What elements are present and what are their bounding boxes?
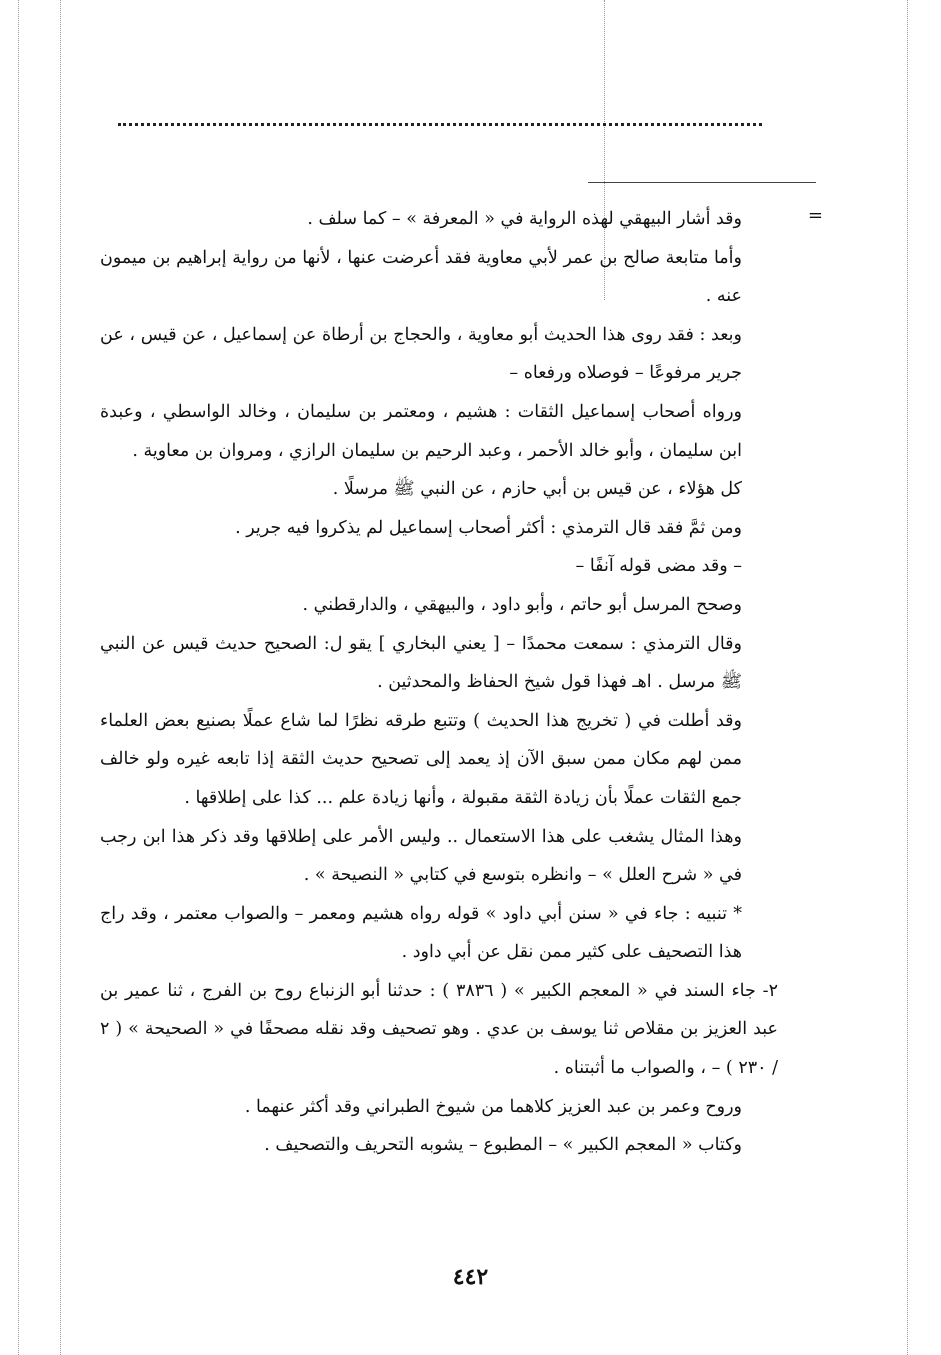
- paragraph: وأما متابعة صالح بن عمر لأبي معاوية فقد أعرضت عنها ، لأنها من رواية إبراهيم بن ميمون عنه .: [100, 247, 742, 307]
- paragraph: – وقد مضى قوله آنفًا –: [575, 556, 742, 577]
- footnote-body: [100, 200, 778, 1165]
- paragraph: كل هؤلاء ، عن قيس بن أبي حازم ، عن النبي ﷺ مرسلًا .: [332, 479, 742, 500]
- paragraph: وقال الترمذي : سمعت محمدًا – [ يعني البخاري ] يقو ل: الصحيح حديث قيس عن النبي ﷺ مرسل . اهـ فهذا قول شيخ الحفاظ والمحدثين .: [100, 633, 742, 693]
- paragraph: وروح وعمر بن عبد العزيز كلاهما من شيوخ الطبراني وقد أكثر عنهما .: [244, 1096, 742, 1117]
- paragraph: وبعد : فقد روى هذا الحديث أبو معاوية ، والحجاج بن أرطاة عن إسماعيل ، عن قيس ، عن جرير مرفوعًا – فوصلاه ورفعاه –: [100, 324, 742, 384]
- dotted-divider: [118, 123, 762, 126]
- scan-artifact-line: [907, 0, 908, 1355]
- paragraph: ومن ثمَّ فقد قال الترمذي : أكثر أصحاب إسماعيل لم يذكروا فيه جرير .: [235, 517, 742, 538]
- numbered-note: ٢- جاء السند في « المعجم الكبير » ( ٣٨٣٦ ) : حدثنا أبو الزنباع روح بن الفرج ، ثنا عمير بن عبد العزيز بن مقلاص ثنا يوسف بن عدي . وهو تصحيف وقد نقله مصحفًا في « الصحيحة » ( ٢ / ٢٣٠ ) – ، والصواب ما أثبتناه .: [100, 980, 778, 1079]
- paragraph: وقد أشار البيهقي لهذه الرواية في « المعرفة » – كما سلف .: [307, 209, 742, 229]
- paragraph: وهذا المثال يشغب على هذا الاستعمال .. وليس الأمر على إطلاقها وقد ذكر هذا ابن رجب في « شرح العلل » – وانظره بتوسع في كتابي « النصيحة » .: [100, 826, 742, 886]
- paragraph: ورواه أصحاب إسماعيل الثقات : هشيم ، ومعتمر بن سليمان ، وخالد الواسطي ، وعبدة ابن سليمان ، وأبو خالد الأحمر ، وعبد الرحيم بن سليمان الرازي ، ومروان بن معاوية .: [100, 401, 742, 461]
- page-number: ٤٤٢: [452, 1264, 489, 1290]
- continuation-mark: =: [807, 205, 823, 226]
- paragraph: وصحح المرسل أبو حاتم ، وأبو داود ، والبيهقي ، والدارقطني .: [302, 594, 742, 615]
- paragraph: وكتاب « المعجم الكبير » – المطبوع – يشوبه التحريف والتصحيف .: [264, 1135, 742, 1156]
- note-paragraph: * تنبيه : جاء في « سنن أبي داود » قوله رواه هشيم ومعمر – والصواب معتمر ، وقد راج هذا التصحيف على كثير ممن نقل عن أبي داود .: [100, 903, 742, 963]
- footnote-rule: [588, 182, 816, 183]
- scan-artifact-line: [60, 0, 61, 1355]
- scan-artifact-line: [18, 0, 19, 1355]
- paragraph: وقد أطلت في ( تخريج هذا الحديث ) وتتبع طرقه نظرًا لما شاع عملًا بصنيع بعض العلماء ممن لهم مكان ممن سبق الآن إذ يعمد إلى تصحيح حديث الثقة إذا تابعه غيره ولو خالف جمع الثقات عملًا بأن زيادة الثقة مقبولة ، وأنها زيادة علم ... كذا على إطلاقها .: [100, 710, 742, 808]
